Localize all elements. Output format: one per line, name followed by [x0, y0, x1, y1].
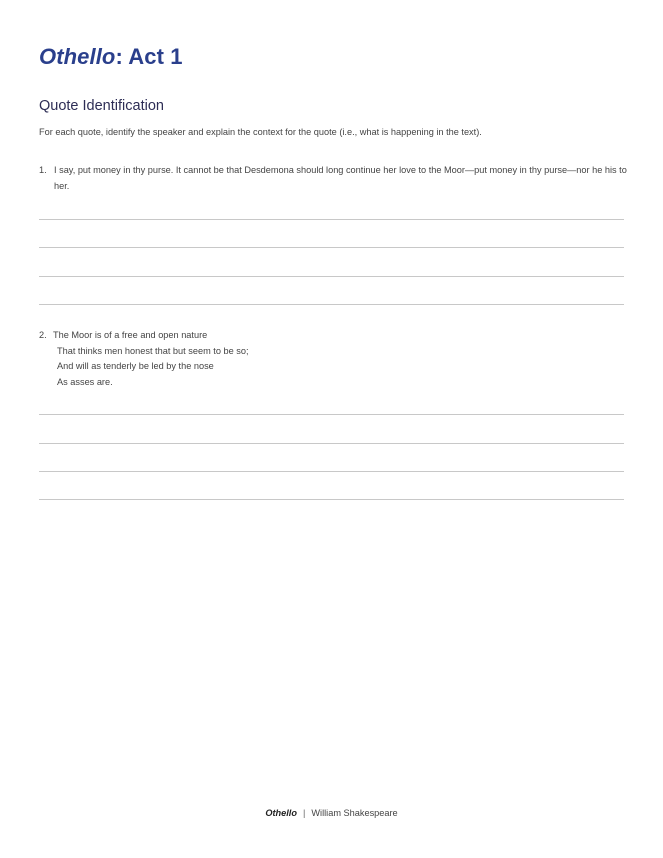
page-title [39, 44, 183, 70]
verse-line-4: As asses are. [57, 376, 113, 387]
footer-author: William Shakespeare [311, 808, 398, 818]
answer-line-q2-3[interactable] [39, 471, 624, 472]
answer-line-q2-4[interactable] [39, 499, 624, 500]
verse-line-2: That thinks men honest that but seem to be so; [57, 345, 249, 356]
verse-line-1: The Moor is of a free and open nature [53, 330, 208, 340]
question-2 [39, 328, 629, 390]
footer-title: Othello [265, 808, 297, 818]
question-1 [39, 163, 629, 194]
question-1-text: I say, put money in thy purse. It cannot be that Desdemona should long continue her love to the Moor—put money in thy purse—nor he his to her. [54, 165, 627, 191]
answer-line-q1-3[interactable] [39, 276, 624, 277]
question-2-verse [53, 328, 629, 390]
answer-line-q2-2[interactable] [39, 443, 624, 444]
verse-line-3: And will as tenderly be led by the nose [57, 361, 214, 371]
answer-line-q1-2[interactable] [39, 247, 624, 248]
page-title-italic: Othello [39, 44, 116, 69]
footer [0, 808, 663, 818]
answer-line-q1-4[interactable] [39, 304, 624, 305]
footer-separator: | [302, 808, 306, 818]
section-heading: Quote Identification [39, 98, 164, 114]
page-title-rest: : Act 1 [115, 44, 183, 69]
question-1-number: 1. [39, 165, 47, 175]
question-2-number: 2. [39, 330, 47, 340]
instructions-text: For each quote, identify the speaker and explain the context for the quote (i.e., what is happening in the text). [39, 127, 482, 137]
answer-line-q2-1[interactable] [39, 414, 624, 415]
answer-line-q1-1[interactable] [39, 219, 624, 220]
